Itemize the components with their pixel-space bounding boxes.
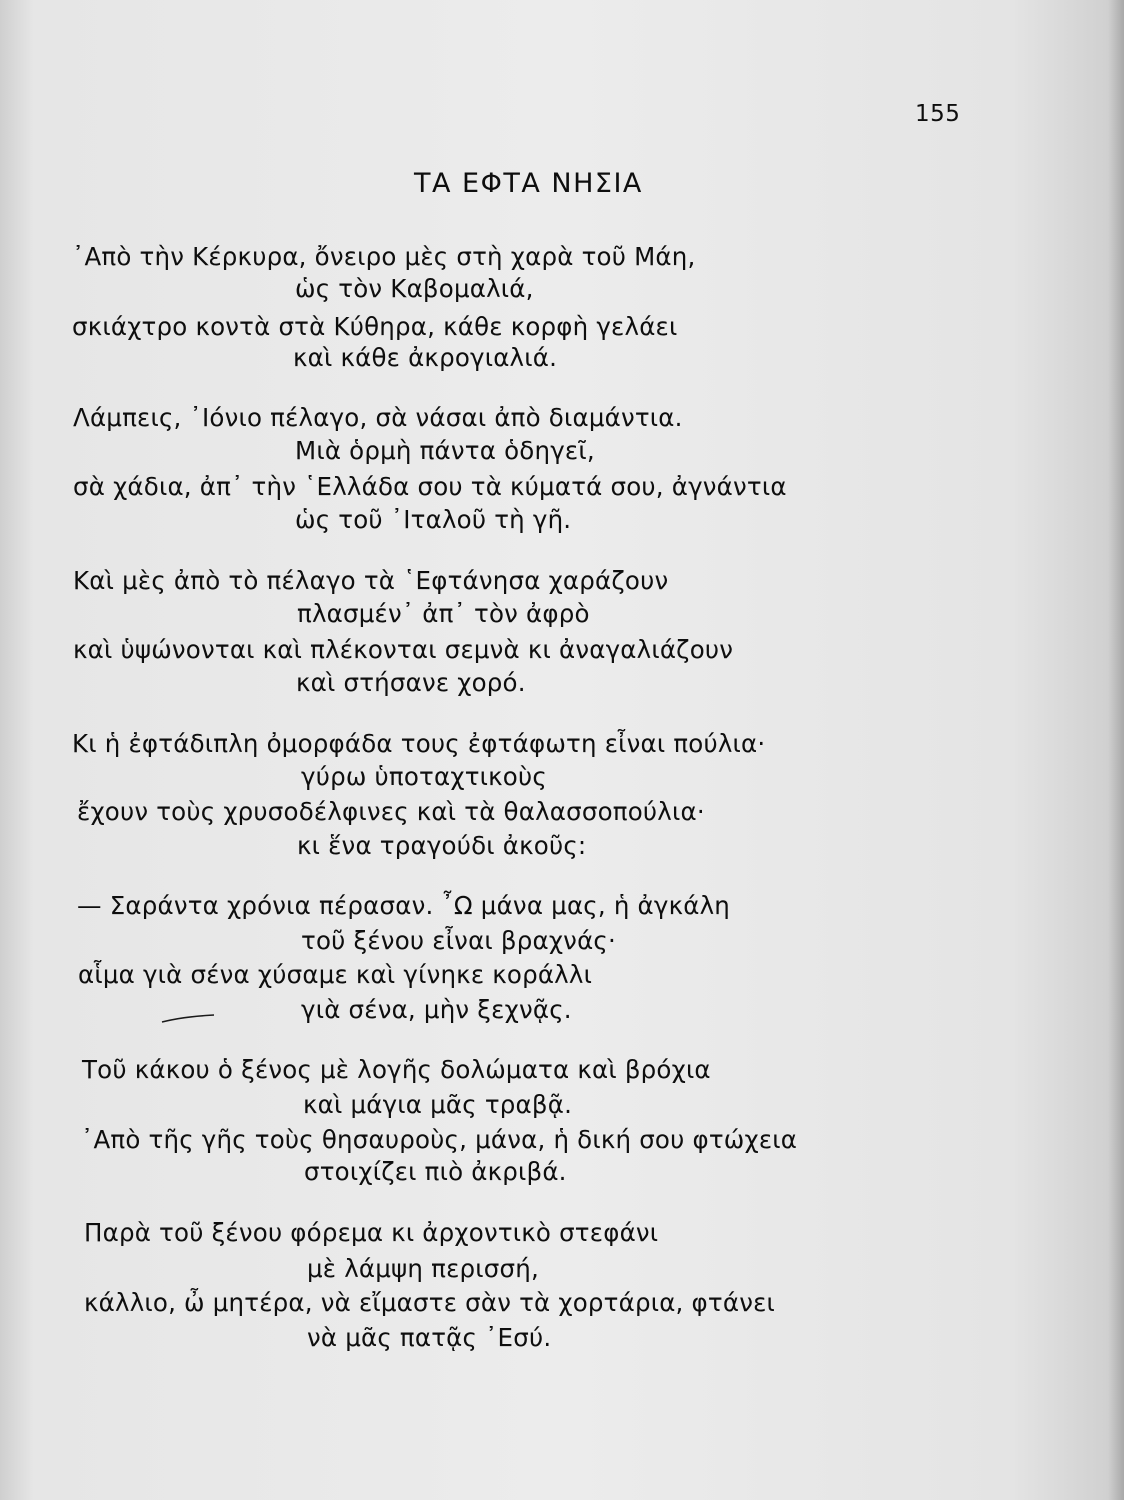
poem-title: ΤΑ ΕΦΤΑ ΝΗΣΙΑ bbox=[414, 168, 643, 199]
poem-line: καὶ στήσανε χορό. bbox=[296, 668, 526, 697]
poem-line: καὶ κάθε ἀκρογιαλιά. bbox=[293, 343, 558, 372]
poem-line: ὡς τοῦ ᾿Ιταλοῦ τὴ γῆ. bbox=[295, 505, 572, 534]
poem-line: γύρω ὑποταχτικοὺς bbox=[301, 762, 547, 791]
poem-line: Κι ἡ ἐφτάδιπλη ὀμορφάδα τους ἐφτάφωτη εἶναι πούλια· bbox=[72, 729, 766, 758]
poem-line: τοῦ ξένου εἶναι βραχνάς· bbox=[301, 926, 616, 955]
page-edge-shadow bbox=[1108, 0, 1124, 1500]
poem-line: ἔχουν τοὺς χρυσοδέλφινες καὶ τὰ θαλασσοπούλια· bbox=[77, 797, 705, 826]
poem-line: Λάμπεις, ᾿Ιόνιο πέλαγο, σὰ νάσαι ἀπὸ διαμάντια. bbox=[73, 403, 683, 432]
poem-line: καὶ μάγια μᾶς τραβᾷ. bbox=[303, 1090, 573, 1119]
poem-line: σὰ χάδια, ἀπ᾿ τὴν ῾Ελλάδα σου τὰ κύματά σου, ἀγνάντια bbox=[73, 472, 787, 501]
poem-line: καὶ ὑψώνονται καὶ πλέκονται σεμνὰ κι ἀναγαλιάζουν bbox=[73, 635, 734, 664]
poem-line: ὡς τὸν Καβομαλιά, bbox=[295, 274, 534, 303]
poem-line: πλασμέν᾿ ἀπ᾿ τὸν ἀφρὸ bbox=[297, 599, 590, 628]
poem-line: γιὰ σένα, μὴν ξεχνᾷς. bbox=[301, 995, 572, 1024]
poem-line: αἷμα γιὰ σένα χύσαμε καὶ γίνηκε κοράλλι bbox=[78, 960, 593, 989]
poem-line: στοιχίζει πιὸ ἀκριβά. bbox=[304, 1157, 567, 1186]
poem-line: μὲ λάμψη περισσή, bbox=[307, 1254, 539, 1283]
poem-line: ᾿Απὸ τὴν Κέρκυρα, ὄνειρο μὲς στὴ χαρὰ τοῦ Μάη, bbox=[72, 242, 696, 271]
poem-line: κάλλιο, ὦ μητέρα, νὰ εἴμαστε σὰν τὰ χορτάρια, φτάνει bbox=[84, 1288, 776, 1317]
page-number: 155 bbox=[915, 101, 961, 127]
pen-mark bbox=[160, 1014, 216, 1024]
poem-line: — Σαράντα χρόνια πέρασαν. ῏Ω μάνα μας, ἡ ἀγκάλη bbox=[77, 891, 731, 920]
poem-line: νὰ μᾶς πατᾷς ᾿Εσύ. bbox=[307, 1323, 552, 1352]
poem-line: κι ἕνα τραγούδι ἀκοῦς: bbox=[297, 831, 587, 860]
poem-line: Μιὰ ὁρμὴ πάντα ὁδηγεῖ, bbox=[295, 436, 595, 465]
poem-line: Τοῦ κάκου ὁ ξένος μὲ λογῆς δολώματα καὶ βρόχια bbox=[82, 1055, 711, 1084]
poem-line: σκιάχτρο κοντὰ στὰ Κύθηρα, κάθε κορφὴ γελάει bbox=[72, 312, 678, 341]
poem-line: ᾿Απὸ τῆς γῆς τοὺς θησαυροὺς, μάνα, ἡ δική σου φτώχεια bbox=[81, 1125, 798, 1154]
poem-line: Παρὰ τοῦ ξένου φόρεμα κι ἀρχοντικὸ στεφάνι bbox=[84, 1218, 659, 1247]
poem-line: Καὶ μὲς ἀπὸ τὸ πέλαγο τὰ ῾Εφτάνησα χαράζουν bbox=[73, 566, 669, 595]
